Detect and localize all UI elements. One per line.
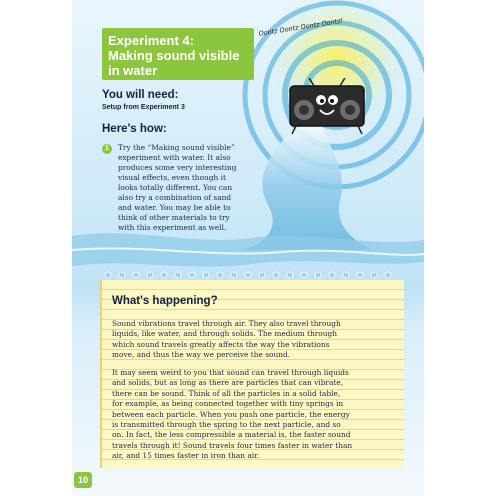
experiment-title-box (102, 28, 254, 80)
paragraph-line: between each particle. When you push one particle, the energy (112, 409, 350, 419)
paragraph-line: travels through it! Sound travels four times faster in water than (112, 440, 353, 450)
paragraph-line: which sound travels greatly affects the way the vibrations (112, 339, 330, 349)
title-line-3: in water (108, 63, 158, 78)
title-line-2: Making sound visible (108, 48, 240, 63)
boombox-character-icon (282, 78, 372, 138)
notepad-binding-holes (102, 271, 402, 279)
step-1-text (118, 143, 268, 233)
you-will-need-body: Setup from Experiment 3 (102, 104, 185, 111)
whats-happening-heading: What's happening? (112, 295, 218, 307)
book-page (72, 0, 424, 496)
step-line: think of other materials to try (118, 213, 230, 222)
title-line-1: Experiment 4: (108, 33, 194, 48)
speech-bubble-text: Oontz Oontz Oontz Oontz! (258, 16, 344, 38)
paragraph-1 (112, 319, 402, 361)
step-line: produces some very interesting (118, 163, 237, 172)
paragraph-line: there can be sound. Think of all the particles in a solid table, (112, 388, 341, 398)
page-number-badge (74, 472, 92, 488)
paragraph-line: and solids, but as long as there are particles that can vibrate, (112, 378, 344, 388)
step-line: also try a combination of sand (118, 193, 232, 202)
paragraph-line: for example, as being connected together with tiny springs in (112, 399, 344, 409)
step-line: with this experiment as well. (118, 223, 227, 232)
page-number: 10 (77, 475, 88, 485)
you-will-need-heading: You will need: (102, 89, 179, 101)
paragraph-line: move, and thus the way we perceive the sound. (112, 350, 291, 360)
paragraph-line: is transmitted through the spring to the next particle, and so (112, 420, 341, 430)
whats-happening-note (100, 280, 404, 468)
step-line: visual effects, even though it (118, 173, 226, 182)
paragraph-line: on. In fact, the less compressible a material is, the faster sound (112, 430, 351, 440)
paragraph-line: liquids, like water, and through solids. The medium through (112, 329, 337, 339)
paragraph-line: air, and 15 times faster in iron than air. (112, 451, 260, 461)
step-line: Try the “Making sound visible” (118, 143, 235, 152)
step-line: experiment with water. It also (118, 153, 231, 162)
step-line: and water. You may be able to (118, 203, 231, 212)
step-number-badge: 1 (102, 144, 112, 154)
paragraph-line: It may seem weird to you that sound can travel through liquids (112, 368, 349, 377)
paragraph-line: Sound vibrations travel through air. They also travel through (112, 319, 341, 328)
paragraph-2 (112, 368, 402, 462)
heres-how-heading: Here's how: (102, 123, 167, 135)
step-line: looks totally different. You can (118, 183, 233, 192)
